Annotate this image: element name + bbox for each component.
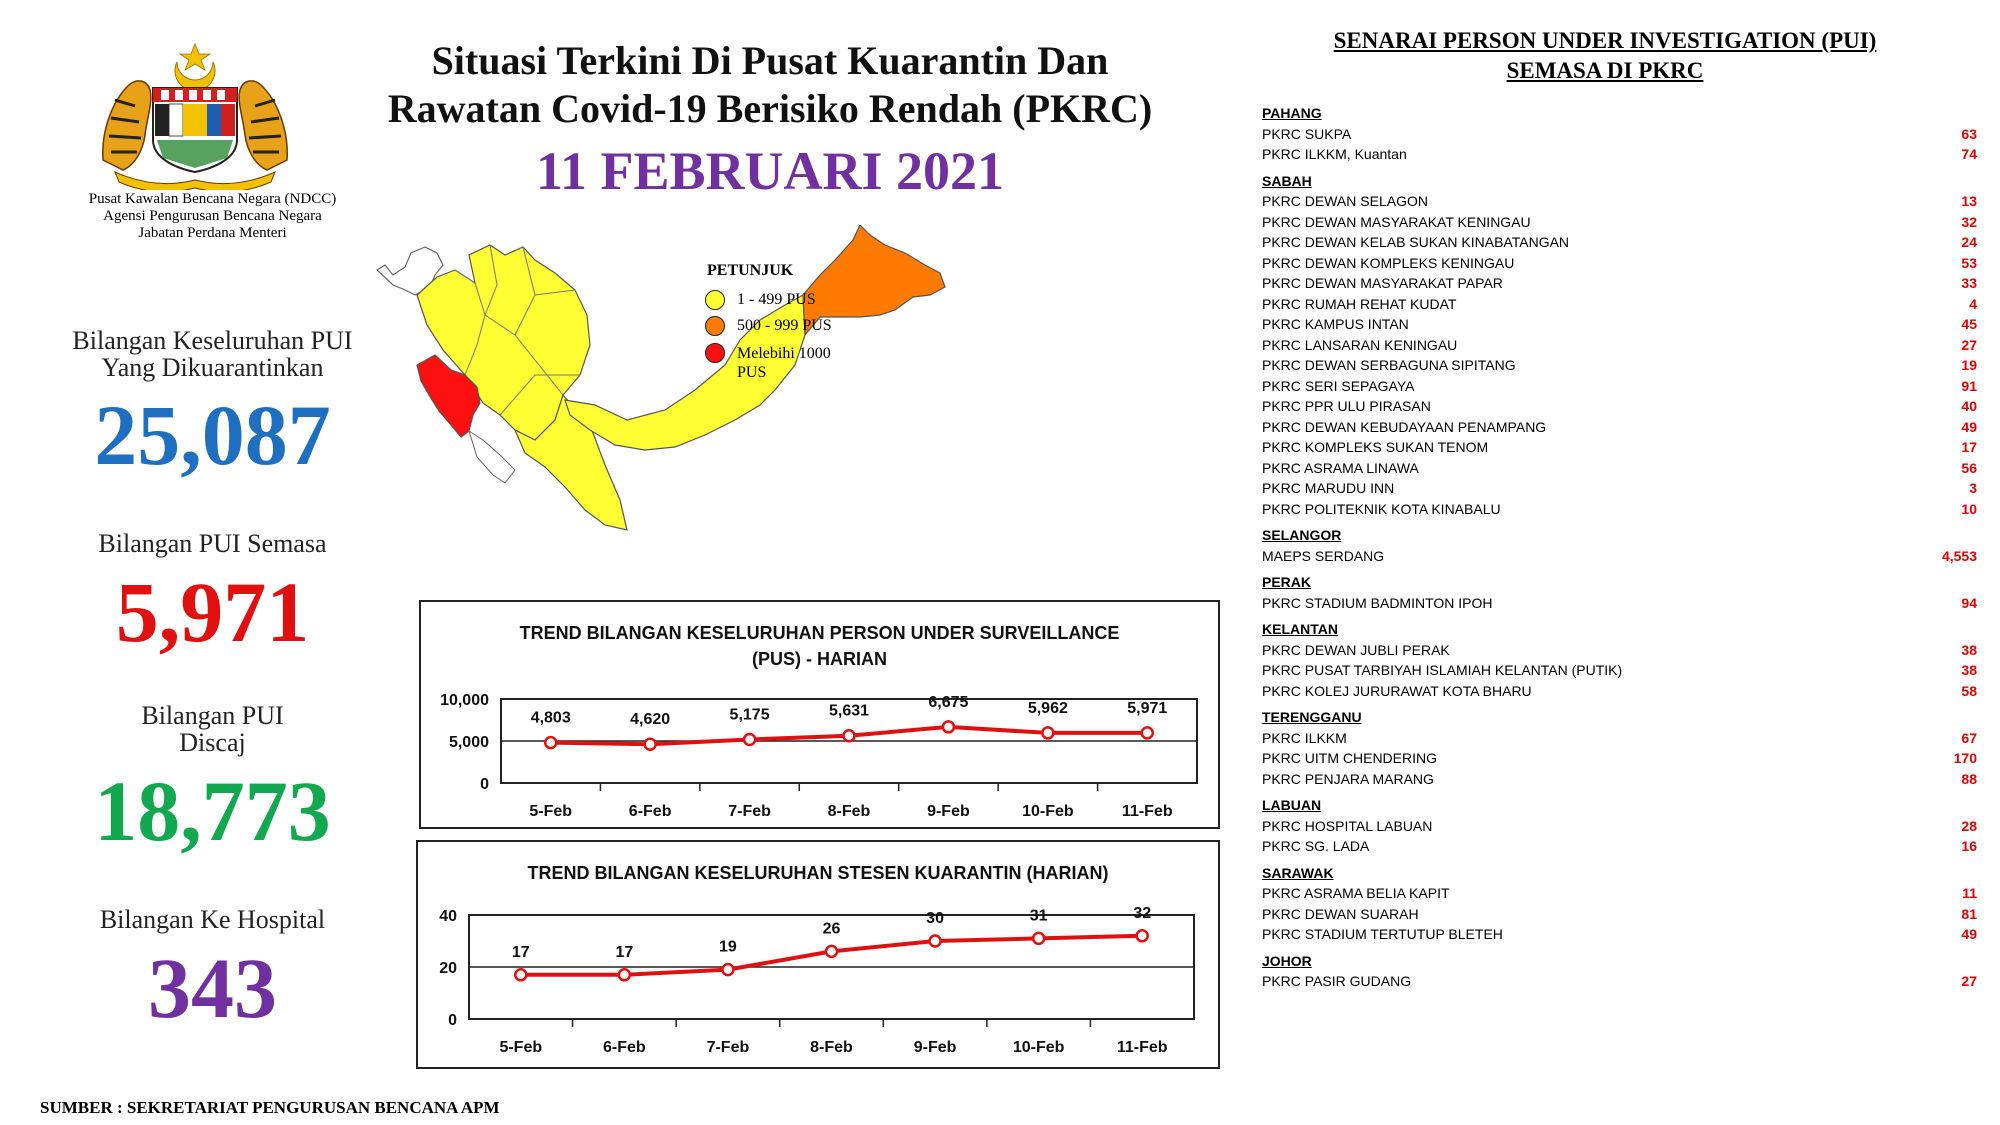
list-item-value: 88 (1961, 770, 1977, 787)
data-label: 5,971 (1127, 699, 1168, 717)
org-line: Agensi Pengurusan Bencana Negara (103, 208, 322, 224)
data-point (515, 969, 526, 980)
stat-label-line: Bilangan PUI (141, 701, 284, 730)
legend-swatch-red (705, 343, 725, 363)
list-item (1262, 478, 1977, 499)
list-item-value: 16 (1961, 838, 1977, 854)
y-tick-label: 5,000 (448, 734, 489, 751)
list-item (1262, 681, 1977, 702)
region-sarawak (1262, 863, 1977, 945)
list-item-value: 67 (1961, 729, 1977, 746)
data-point (844, 730, 855, 741)
list-item-name: PKRC SERI SEPAGAYA (1262, 377, 1415, 394)
title-line-1: Situasi Terkini Di Pusat Kuarantin Dan (431, 38, 1109, 83)
data-point (930, 936, 941, 947)
x-tick-label: 10-Feb (1022, 803, 1074, 820)
list-item (1262, 546, 1977, 567)
data-point (545, 737, 556, 748)
data-label: 31 (1029, 907, 1048, 925)
y-tick-label: 20 (439, 960, 457, 977)
list-item (1262, 836, 1977, 857)
list-item (1262, 294, 1977, 315)
region-name: JOHOR (1262, 952, 1312, 969)
data-point (619, 969, 630, 980)
region-name: LABUAN (1262, 797, 1322, 813)
legend-title: PETUNJUK (707, 262, 794, 279)
data-label: 5,175 (729, 706, 770, 724)
page-title (340, 37, 1200, 133)
list-item (1262, 144, 1977, 165)
legend-item-label (737, 344, 831, 382)
legend-item-line: PUS (737, 364, 767, 381)
list-item-name: PKRC ASRAMA BELIA KAPIT (1262, 885, 1450, 901)
x-tick-label: 10-Feb (1012, 1039, 1065, 1056)
list-item-value: 13 (1961, 193, 1977, 209)
data-label: 32 (1133, 904, 1152, 922)
list-item-name: PKRC STADIUM BADMINTON IPOH (1262, 594, 1493, 611)
stat-hospital-label (40, 906, 385, 933)
list-item-name: PKRC PPR ULU PIRASAN (1262, 398, 1431, 414)
stat-label-line: Yang Dikuarantinkan (101, 353, 324, 382)
y-tick-label: 10,000 (440, 692, 489, 709)
chart-title-line: TREND BILANGAN KESELURUHAN PERSON UNDER SURVEILLANCE (519, 623, 1120, 643)
stat-total-pui-value: 25,087 (94, 387, 331, 483)
x-tick-label: 9-Feb (927, 803, 970, 820)
stat-label-line: Bilangan Keseluruhan PUI (72, 326, 353, 355)
list-item-value: 4 (1969, 295, 1977, 312)
list-item (1262, 640, 1977, 661)
list-item (1262, 816, 1977, 837)
x-tick-label: 8-Feb (827, 803, 871, 820)
data-point (826, 946, 837, 957)
list-item-name: PKRC MARUDU INN (1262, 480, 1395, 496)
list-item (1262, 748, 1977, 769)
data-point (722, 964, 733, 975)
list-item-name: PKRC DEWAN KELAB SUKAN KINABATANGAN (1262, 234, 1570, 250)
list-item (1262, 191, 1977, 212)
list-item (1262, 396, 1977, 417)
stat-current-pui-label (40, 530, 385, 557)
list-item-value: 49 (1961, 418, 1977, 435)
list-item-value: 56 (1961, 459, 1977, 476)
list-item-name: PKRC STADIUM TERTUTUP BLETEH (1262, 926, 1503, 942)
data-label: 5,631 (828, 702, 870, 720)
data-point (943, 721, 954, 732)
list-heading-line: SEMASA DI PKRC (1506, 58, 1704, 83)
list-item-name: PKRC ILKKM (1262, 729, 1347, 746)
region-name: SARAWAK (1262, 864, 1334, 881)
org-line: Pusat Kawalan Bencana Negara (NDCC) (88, 191, 337, 207)
stat-total-pui-label (40, 327, 385, 381)
list-item (1262, 660, 1977, 681)
stat-hospital-value: 343 (148, 940, 277, 1036)
x-tick-label: 5-Feb (499, 1039, 543, 1056)
region-pahang (1262, 103, 1977, 165)
list-item-name: PKRC KAMPUS INTAN (1262, 316, 1409, 332)
malaysia-map (365, 225, 1225, 585)
list-item-value: 28 (1961, 817, 1977, 834)
x-tick-label: 8-Feb (810, 1039, 853, 1056)
chart-title-line: TREND BILANGAN KESELURUHAN STESEN KUARANTIN (HARIAN) (527, 863, 1109, 883)
stat-label-line: Bilangan PUI Semasa (98, 529, 327, 558)
data-label: 17 (511, 943, 530, 961)
pus-trend-chart (419, 600, 1220, 829)
list-item (1262, 499, 1977, 520)
list-item (1262, 971, 1977, 992)
list-item-value: 81 (1961, 905, 1977, 922)
region-name: SELANGOR (1262, 527, 1342, 543)
data-label: 4,803 (530, 709, 571, 727)
list-item-name: PKRC SUKPA (1262, 125, 1352, 142)
list-item-value: 45 (1961, 316, 1977, 332)
list-item-value: 27 (1961, 336, 1977, 353)
legend-item-label: 1 - 499 PUS (737, 291, 816, 308)
region-selangor (1262, 525, 1977, 566)
region-johor (1262, 951, 1977, 992)
list-item (1262, 335, 1977, 356)
data-label: 6,675 (928, 693, 969, 711)
list-item-name: PKRC PENJARA MARANG (1262, 770, 1434, 787)
quarantine-station-trend-chart (416, 840, 1220, 1069)
list-item-name: PKRC ILKKM, Kuantan (1262, 146, 1407, 162)
list-item (1262, 212, 1977, 233)
list-item-name: PKRC UITM CHENDERING (1262, 750, 1438, 766)
region-name: PAHANG (1262, 105, 1322, 121)
data-point (1142, 727, 1153, 738)
data-point (744, 734, 755, 745)
organization-name (40, 191, 385, 242)
melaka-region (469, 431, 515, 483)
list-item-value: 24 (1961, 234, 1977, 250)
list-item-value: 91 (1961, 377, 1977, 394)
list-item-name: PKRC DEWAN SERBAGUNA SIPITANG (1262, 357, 1516, 373)
list-item-value: 94 (1961, 594, 1977, 611)
x-tick-label: 5-Feb (529, 803, 573, 820)
list-item (1262, 883, 1977, 904)
stat-label-line: Discaj (179, 728, 246, 757)
pus-trend-plot (421, 602, 1218, 827)
list-heading-line: SENARAI PERSON UNDER INVESTIGATION (PUI) (1333, 28, 1877, 53)
list-item-name: PKRC SG. LADA (1262, 838, 1370, 854)
org-line: Jabatan Perdana Menteri (138, 225, 287, 241)
data-point (1137, 930, 1148, 941)
list-item (1262, 314, 1977, 335)
data-point (1042, 727, 1053, 738)
region-terengganu (1262, 707, 1977, 789)
region-name: KELANTAN (1262, 621, 1338, 637)
chart-subtitle-line: (PUS) - HARIAN (752, 649, 887, 669)
stat-current-pui-value: 5,971 (115, 564, 310, 660)
list-item-value: 49 (1961, 926, 1977, 942)
x-tick-label: 6-Feb (628, 803, 672, 820)
x-tick-label: 6-Feb (603, 1039, 646, 1056)
stat-discharged-pui-value: 18,773 (94, 763, 331, 859)
list-item (1262, 924, 1977, 945)
x-tick-label: 9-Feb (913, 1039, 957, 1056)
x-tick-label: 11-Feb (1116, 1039, 1168, 1056)
list-item (1262, 728, 1977, 749)
list-item (1262, 232, 1977, 253)
list-item-value: 10 (1961, 500, 1977, 517)
list-item (1262, 593, 1977, 614)
title-line-2: Rawatan Covid-19 Berisiko Rendah (PKRC) (387, 86, 1153, 131)
list-item-name: PKRC DEWAN KOMPLEKS KENINGAU (1262, 254, 1515, 271)
stat-label-line: Bilangan Ke Hospital (99, 905, 326, 934)
list-item-value: 63 (1961, 125, 1977, 142)
region-sabah (1262, 171, 1977, 520)
list-item-name: PKRC ASRAMA LINAWA (1262, 459, 1419, 476)
list-item (1262, 253, 1977, 274)
list-item-value: 4,553 (1941, 547, 1977, 564)
x-tick-label: 7-Feb (728, 803, 771, 820)
list-item-value: 38 (1961, 662, 1977, 678)
list-item-value: 17 (1961, 439, 1977, 455)
legend-swatch-orange (705, 316, 725, 336)
list-item-name: PKRC PASIR GUDANG (1262, 973, 1412, 989)
region-labuan (1262, 795, 1977, 857)
source-note: SUMBER : SEKRETARIAT PENGURUSAN BENCANA APM (40, 1098, 500, 1117)
list-item-value: 58 (1961, 682, 1977, 699)
pui-list (1262, 97, 1977, 992)
data-label: 26 (822, 920, 841, 938)
list-item-name: PKRC PUSAT TARBIYAH ISLAMIAH KELANTAN (PUTIK) (1262, 662, 1623, 678)
x-tick-label: 7-Feb (706, 1039, 750, 1056)
list-item-value: 40 (1961, 398, 1977, 414)
legend-item-label: 500 - 999 PUS (737, 317, 832, 334)
legend-swatch-yellow (705, 290, 725, 310)
list-item-name: PKRC KOLEJ JURURAWAT KOTA BHARU (1262, 682, 1532, 699)
list-item-value: 19 (1961, 357, 1977, 373)
y-tick-label: 0 (448, 1012, 457, 1029)
list-item-value: 53 (1961, 254, 1977, 271)
list-item (1262, 458, 1977, 479)
list-item-name: PKRC DEWAN SELAGON (1262, 193, 1428, 209)
list-item-value: 33 (1961, 275, 1977, 291)
list-item-name: PKRC DEWAN SUARAH (1262, 905, 1419, 922)
legend-item-line: Melebihi 1000 (737, 345, 831, 362)
data-label: 17 (615, 943, 634, 961)
data-point (1033, 933, 1044, 944)
region-kelantan (1262, 619, 1977, 701)
data-label: 5,962 (1027, 699, 1068, 717)
list-item-name: PKRC DEWAN MASYARAKAT PAPAR (1262, 275, 1503, 291)
stat-discharged-pui-label (40, 702, 385, 756)
data-label: 19 (719, 938, 737, 956)
list-item-name: PKRC DEWAN JUBLI PERAK (1262, 641, 1450, 658)
list-item-name: PKRC DEWAN MASYARAKAT KENINGAU (1262, 213, 1531, 230)
list-item-name: PKRC KOMPLEKS SUKAN TENOM (1262, 439, 1489, 455)
data-label: 30 (926, 910, 944, 927)
region-name: TERENGGANU (1262, 709, 1362, 725)
list-item (1262, 769, 1977, 790)
region-perak (1262, 572, 1977, 613)
y-tick-label: 40 (439, 908, 457, 925)
list-item (1262, 437, 1977, 458)
data-label: 4,620 (630, 711, 671, 729)
list-item-name: PKRC RUMAH REHAT KUDAT (1262, 295, 1457, 312)
list-item-value: 74 (1961, 146, 1977, 162)
list-item-value: 38 (1961, 641, 1977, 658)
list-item (1262, 273, 1977, 294)
list-item-name: PKRC LANSARAN KENINGAU (1262, 336, 1458, 353)
list-item (1262, 376, 1977, 397)
coat-of-arms-logo (95, 40, 295, 190)
list-item (1262, 355, 1977, 376)
list-item (1262, 904, 1977, 925)
list-item-name: PKRC POLITEKNIK KOTA KINABALU (1262, 500, 1501, 517)
list-item-name: PKRC DEWAN KEBUDAYAAN PENAMPANG (1262, 418, 1547, 435)
y-tick-label: 0 (480, 776, 489, 793)
report-date: 11 FEBRUARI 2021 (535, 141, 1005, 201)
list-item-value: 32 (1961, 213, 1977, 230)
quarantine-station-trend-plot (418, 842, 1218, 1067)
x-tick-label: 11-Feb (1121, 803, 1173, 820)
list-item-value: 3 (1969, 480, 1977, 496)
region-name: PERAK (1262, 574, 1312, 590)
region-name: SABAH (1262, 172, 1312, 189)
list-item-name: MAEPS SERDANG (1262, 547, 1385, 564)
list-item (1262, 124, 1977, 145)
list-item-name: PKRC HOSPITAL LABUAN (1262, 817, 1433, 834)
list-item (1262, 417, 1977, 438)
list-item-value: 27 (1961, 973, 1977, 989)
list-item-value: 11 (1962, 885, 1977, 901)
pui-list-heading (1245, 26, 1965, 86)
list-item-value: 170 (1953, 750, 1977, 766)
data-point (645, 739, 656, 750)
